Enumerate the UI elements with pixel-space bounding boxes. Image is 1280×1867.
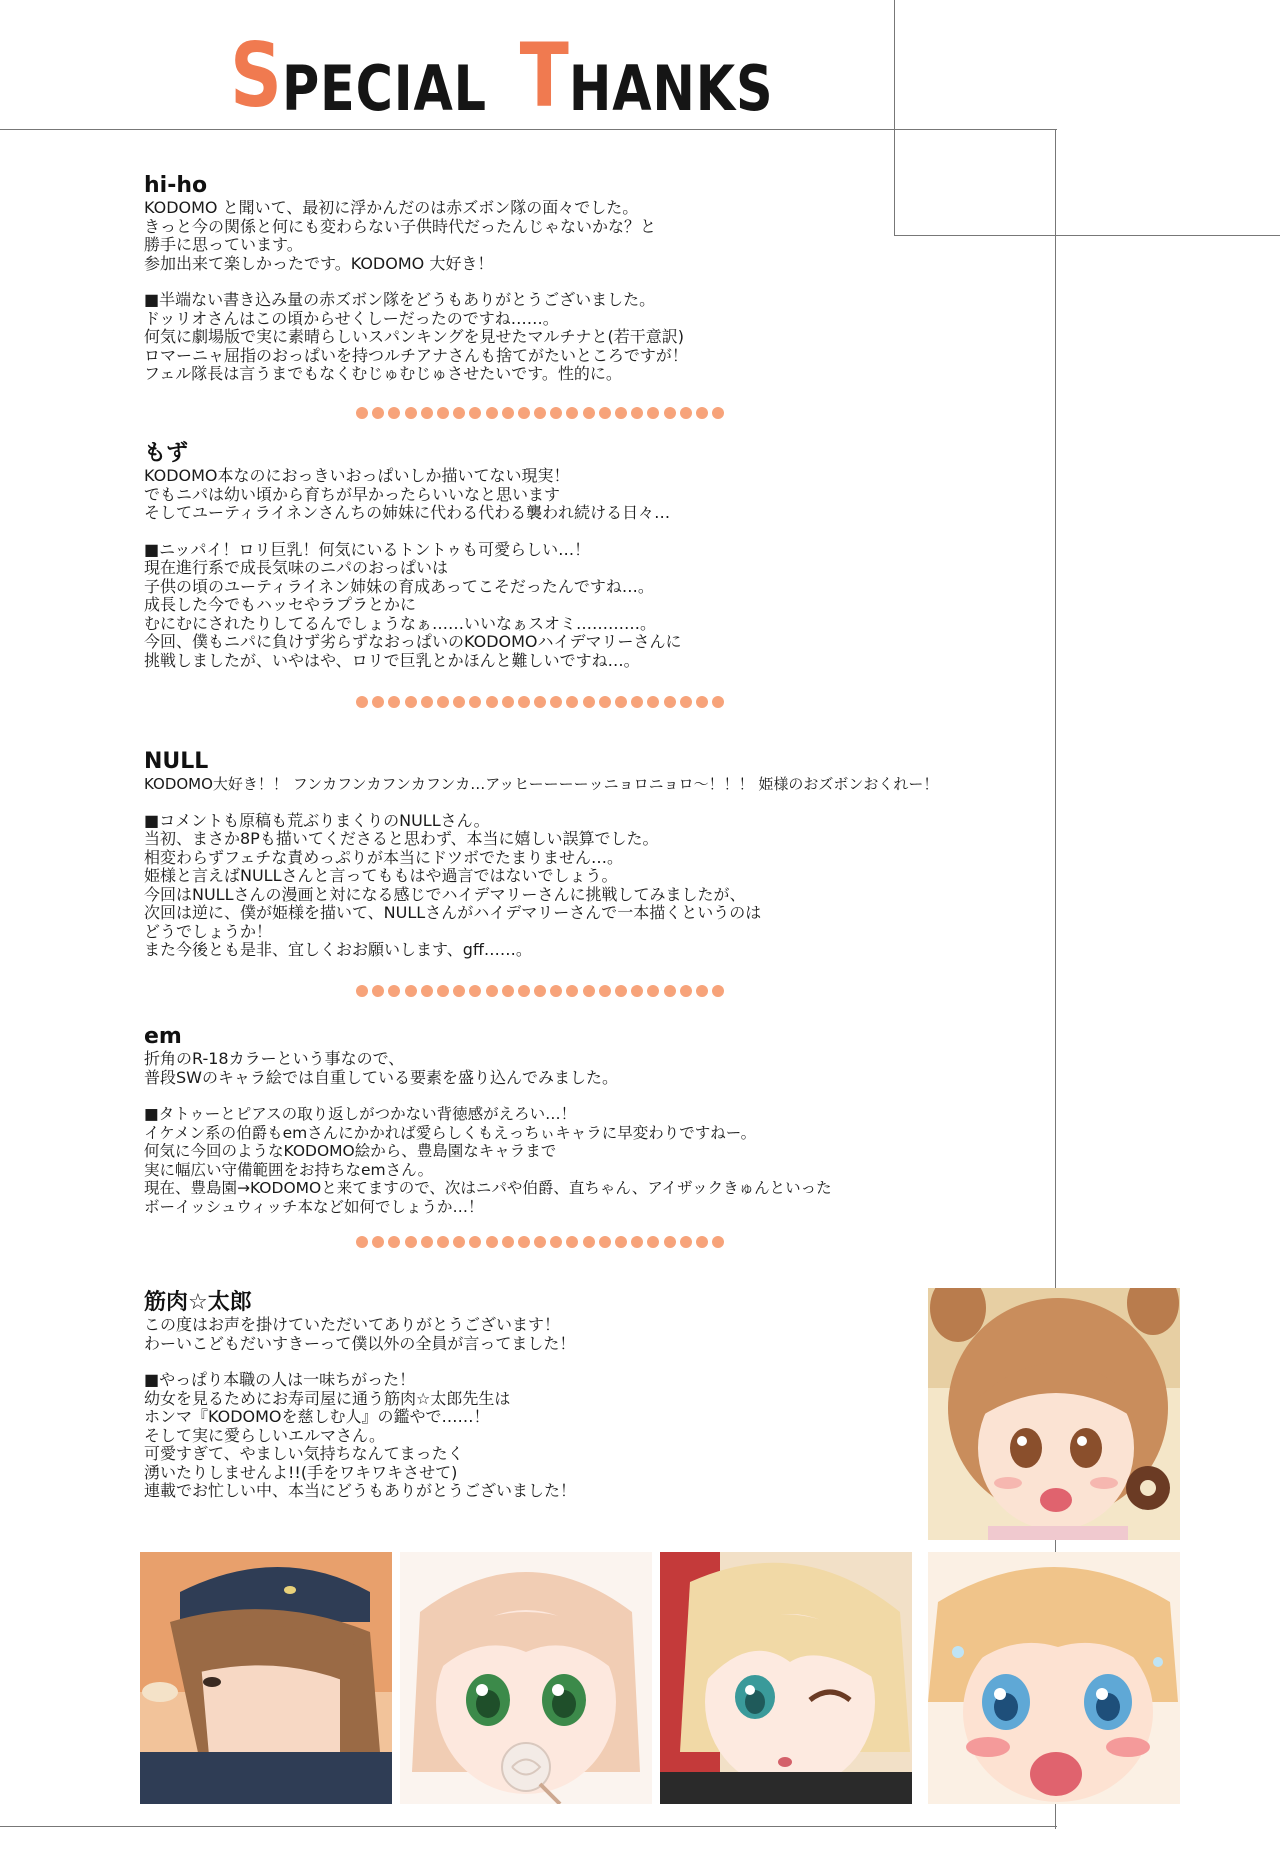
section-reply: ■ニッパイ！ロリ巨乳！何気にいるトントゥも可愛らしい…！ 現在進行系で成長気味のニパのおっぱいは 子供の頃のユーティライネン姉妹の育成あってこそだったんですね…。 成長した今でもハッセやラプラとかに むにむにされたりしてるんでしょうなぁ……いいなぁスオミ…………。 今回、僕もニパに負けず劣らずなおっぱいのKODOMOハイデマリーさんに 挑戦しましたが、いやはや、ロリで巨乳とかほんと難しいですね…。 <box>144 539 682 670</box>
dot-separator <box>356 696 724 708</box>
section-reply: ■やっぱり本職の人は一味ちがった！ 幼女を見るためにお寿司屋に通う筋肉☆太郎先生は ホンマ『KODOMOを慈しむ人』の鑑やで……！ そして実に愛らしいエルマさん。 可愛すぎて、やましい気持ちなんてまったく 湧いたりしませんよ!!(手をワキワキさせて) 連載でお忙しい中、本当にどうもありがとうございました！ <box>144 1370 577 1500</box>
separator-dot <box>680 696 692 708</box>
separator-dot <box>550 985 562 997</box>
separator-dot <box>518 696 530 708</box>
illustration-girl-blushing <box>928 1552 1180 1804</box>
separator-dot <box>664 407 676 419</box>
separator-dot <box>631 985 643 997</box>
separator-dot <box>518 985 530 997</box>
separator-dot <box>664 696 676 708</box>
separator-dot <box>421 1236 433 1248</box>
separator-dot <box>405 1236 417 1248</box>
separator-dot <box>356 985 368 997</box>
separator-dot <box>421 407 433 419</box>
title-rest: HANKS <box>568 52 774 125</box>
separator-dot <box>583 696 595 708</box>
separator-dot <box>502 407 514 419</box>
separator-dot <box>388 985 400 997</box>
separator-dot <box>502 985 514 997</box>
separator-dot <box>615 985 627 997</box>
separator-dot <box>647 985 659 997</box>
separator-dot <box>388 1236 400 1248</box>
separator-dot <box>469 696 481 708</box>
dot-separator <box>356 985 724 997</box>
separator-dot <box>583 407 595 419</box>
title-rest: PECIAL <box>281 52 487 125</box>
frame-top-line <box>0 129 1057 130</box>
separator-dot <box>469 1236 481 1248</box>
separator-dot <box>453 407 465 419</box>
separator-dot <box>372 985 384 997</box>
separator-dot <box>712 696 724 708</box>
separator-dot <box>680 985 692 997</box>
separator-dot <box>550 407 562 419</box>
separator-dot <box>372 696 384 708</box>
separator-dot <box>566 407 578 419</box>
separator-dot <box>437 985 449 997</box>
separator-dot <box>583 1236 595 1248</box>
section-comment: この度はお声を掛けていただいてありがとうございます！ わーいこどもだいすきーって僕以外の全員が言ってました！ <box>144 1315 576 1353</box>
separator-dot <box>469 985 481 997</box>
separator-dot <box>372 1236 384 1248</box>
illustration-girl-winking <box>660 1552 912 1804</box>
section-name: 筋肉☆太郎 <box>144 1290 252 1315</box>
section-reply: ■半端ない書き込み量の赤ズボン隊をどうもありがとうございました。 ドッリオさんはこの頃からせくしーだったのですね……。 何気に劇場版で実に素晴らしいスパンキングを見せたマルチナと(若干意訳) ロマーニャ屈指のおっぱいを持つルチアナさんも捨てがたいところですが！ フェル隊長は言うまでもなくむじゅむじゅさせたいです。性的に。 <box>144 290 688 383</box>
section-reply: ■コメントも原稿も荒ぶりまくりのNULLさん。 当初、まさか8Pも描いてくださると思わず、本当に嬉しい誤算でした。 相変わらずフェチな責めっぷりが本当にドツボでたまりません…。 姫様と言えばNULLさんと言ってももはや過言ではないでしょう。 今回はNULLさんの漫画と対になる感じでハイデマリーさんに挑戦してみましたが、 次回は逆に、僕が姫様を描いて、NULLさんがハイデマリーさんで一本描くというのは どうでしょうか！ また今後とも是非、宜しくおお願いします、gff……。 <box>144 810 762 959</box>
title-word-special <box>230 24 487 127</box>
separator-dot <box>599 1236 611 1248</box>
illustration-girl-blue-cap <box>140 1552 392 1804</box>
title-initial: S <box>230 24 281 127</box>
separator-dot <box>664 1236 676 1248</box>
separator-dot <box>372 407 384 419</box>
section-reply: ■タトゥーとピアスの取り返しがつかない背徳感がえろい…！ イケメン系の伯爵もemさんにかかれば愛らしくもえっちぃキャラに早変わりですねー。 何気に今回のようなKODOMO絵から、豊島園なキャラまで 実に幅広い守備範囲をお持ちなemさん。 現在、豊島園→KODOMOと来てますので、次はニパや伯爵、直ちゃん、アイザックきゅんといった ボーイッシュウィッチ本など如何でしょうか…！ <box>144 1105 832 1216</box>
separator-dot <box>534 407 546 419</box>
page-title <box>230 24 774 127</box>
separator-dot <box>534 985 546 997</box>
separator-dot <box>469 407 481 419</box>
separator-dot <box>712 985 724 997</box>
separator-dot <box>437 1236 449 1248</box>
thanks-section-mozu <box>144 441 944 670</box>
dot-separator <box>356 407 724 419</box>
separator-dot <box>712 407 724 419</box>
separator-dot <box>631 696 643 708</box>
section-name: hi-ho <box>144 173 208 198</box>
dot-separator <box>356 1236 724 1248</box>
section-comment: 折角のR-18カラーという事なので、 普段SWのキャラ絵では自重している要素を盛り込んでみました。 <box>144 1049 618 1087</box>
separator-dot <box>599 985 611 997</box>
separator-dot <box>599 696 611 708</box>
separator-dot <box>680 407 692 419</box>
separator-dot <box>647 696 659 708</box>
frame-bottom-line <box>0 1826 1057 1827</box>
separator-dot <box>437 407 449 419</box>
separator-dot <box>518 407 530 419</box>
separator-dot <box>356 696 368 708</box>
separator-dot <box>647 1236 659 1248</box>
thanks-section-null <box>144 749 944 960</box>
title-word-thanks <box>519 24 774 127</box>
separator-dot <box>664 985 676 997</box>
separator-dot <box>696 1236 708 1248</box>
thanks-section-hi-ho <box>144 173 944 384</box>
separator-dot <box>356 1236 368 1248</box>
separator-dot <box>502 1236 514 1248</box>
illustration-girl-green-eyes <box>400 1552 652 1804</box>
separator-dot <box>486 985 498 997</box>
title-initial: T <box>519 24 568 127</box>
separator-dot <box>615 696 627 708</box>
separator-dot <box>599 407 611 419</box>
separator-dot <box>550 1236 562 1248</box>
separator-dot <box>583 985 595 997</box>
section-comment: KODOMO と聞いて、最初に浮かんだのは赤ズボン隊の面々でした。 きっと今の関係と何にも変わらない子供時代だったんじゃないかな？と 勝手に思っています。 参加出来て楽しかったです。KODOMO 大好き！ <box>144 198 657 273</box>
section-name: em <box>144 1024 182 1049</box>
section-comment: KODOMO大好き！！ フンカフンカフンカフンカ…アッヒーーーーッニョロニョロ〜！！！ 姫様のおズボンおくれー！ <box>144 775 939 793</box>
separator-dot <box>696 407 708 419</box>
separator-dot <box>502 696 514 708</box>
section-comment: KODOMO本なのにおっきいおっぱいしか描いてない現実！ でもニパは幼い頃から育ちが早かったらいいなと思います そしてユーティライネンさんちの姉妹に代わる代わる襲われ続ける日々… <box>144 466 671 522</box>
thanks-section-em <box>144 1024 944 1216</box>
illustration-elma-crying <box>928 1288 1180 1540</box>
separator-dot <box>421 696 433 708</box>
thanks-section-kinniku-taro <box>144 1290 904 1501</box>
separator-dot <box>647 407 659 419</box>
separator-dot <box>631 407 643 419</box>
separator-dot <box>388 407 400 419</box>
separator-dot <box>453 985 465 997</box>
separator-dot <box>405 696 417 708</box>
separator-dot <box>534 1236 546 1248</box>
separator-dot <box>712 1236 724 1248</box>
separator-dot <box>486 1236 498 1248</box>
separator-dot <box>437 696 449 708</box>
separator-dot <box>421 985 433 997</box>
separator-dot <box>680 1236 692 1248</box>
separator-dot <box>696 985 708 997</box>
separator-dot <box>615 1236 627 1248</box>
separator-dot <box>534 696 546 708</box>
separator-dot <box>453 696 465 708</box>
section-name: NULL <box>144 749 209 774</box>
separator-dot <box>388 696 400 708</box>
separator-dot <box>356 407 368 419</box>
separator-dot <box>566 1236 578 1248</box>
separator-dot <box>405 985 417 997</box>
separator-dot <box>615 407 627 419</box>
frame-corner-horizontal <box>894 235 1280 236</box>
separator-dot <box>518 1236 530 1248</box>
separator-dot <box>696 696 708 708</box>
separator-dot <box>566 985 578 997</box>
section-name: もず <box>144 441 189 466</box>
separator-dot <box>405 407 417 419</box>
separator-dot <box>486 696 498 708</box>
separator-dot <box>631 1236 643 1248</box>
separator-dot <box>550 696 562 708</box>
separator-dot <box>453 1236 465 1248</box>
separator-dot <box>566 696 578 708</box>
separator-dot <box>486 407 498 419</box>
